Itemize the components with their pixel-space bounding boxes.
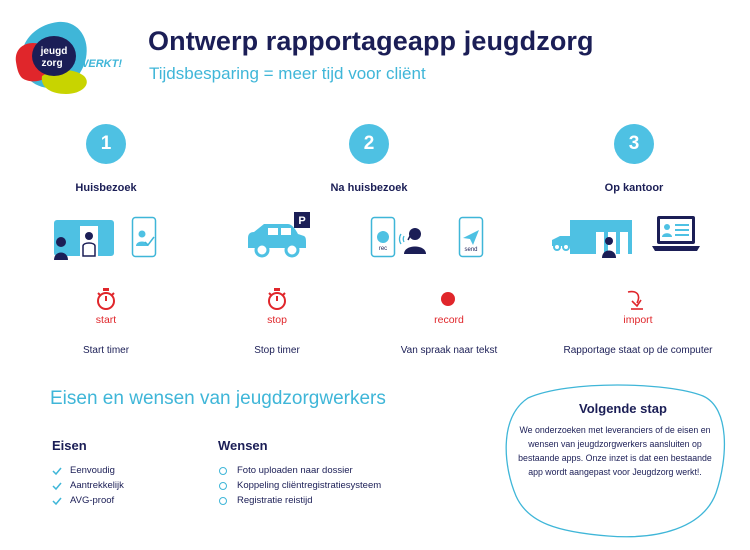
action-record-description: Van spraak naar tekst bbox=[400, 345, 498, 356]
page-title: Ontwerp rapportageapp jeugdzorg bbox=[148, 26, 594, 56]
circle-bullet-icon bbox=[219, 467, 227, 475]
parking-sign-label: P bbox=[298, 215, 306, 227]
action-record-label: record bbox=[434, 314, 464, 326]
list-item bbox=[219, 478, 381, 493]
action-import-label: import bbox=[623, 314, 653, 326]
eisen-item-label: Aantrekkelijk bbox=[70, 480, 124, 491]
next-step-title: Volgende stap bbox=[579, 401, 667, 416]
step-2-title: Na huisbezoek bbox=[330, 182, 408, 194]
eisen-item-label: Eenvoudig bbox=[70, 465, 115, 476]
eisen-list bbox=[52, 463, 124, 508]
phone-approve-icon bbox=[131, 216, 157, 258]
list-item bbox=[52, 493, 124, 508]
wensen-item-label: Koppeling cliëntregistratiesysteem bbox=[237, 480, 382, 491]
page-subtitle: Tijdsbesparing = meer tijd voor cliënt bbox=[149, 64, 426, 83]
stopwatch-icon bbox=[95, 287, 117, 311]
speaking-person-icon bbox=[398, 220, 428, 256]
check-icon bbox=[52, 496, 62, 506]
step-3-number: 3 bbox=[614, 124, 654, 164]
step-3-title: Op kantoor bbox=[604, 182, 664, 194]
eisen-item-label: AVG-proof bbox=[70, 495, 115, 506]
home-visit-icon bbox=[50, 216, 116, 260]
step-1-number: 1 bbox=[86, 124, 126, 164]
wensen-item-label: Foto uploaden naar dossier bbox=[237, 465, 353, 476]
next-step-text: We onderzoeken met leveranciers of de eisen en wensen van jeugdzorgwerkers aansluiten op bestaande apps. Onze inzet is dat een bestaande app wordt aangepast voor Jeugdzorg werkt!. bbox=[518, 425, 712, 477]
list-item bbox=[219, 463, 381, 478]
circle-bullet-icon bbox=[219, 497, 227, 505]
list-item bbox=[219, 493, 381, 508]
list-item bbox=[52, 478, 124, 493]
action-stop-description: Stop timer bbox=[254, 345, 300, 356]
logo-line1: jeugd bbox=[40, 46, 68, 57]
action-stop-label: stop bbox=[267, 314, 287, 326]
jeugdzorg-werkt-logo bbox=[8, 18, 128, 98]
step-2-number: 2 bbox=[349, 124, 389, 164]
circle-bullet-icon bbox=[219, 482, 227, 490]
eisen-heading: Eisen bbox=[52, 438, 87, 453]
phone-send-icon bbox=[458, 216, 484, 258]
laptop-icon bbox=[651, 214, 701, 254]
wensen-heading: Wensen bbox=[218, 438, 268, 453]
logo-line2: zorg bbox=[41, 58, 63, 69]
record-dot-icon bbox=[440, 291, 456, 307]
requirements-heading: Eisen en wensen van jeugdzorgwerkers bbox=[50, 388, 386, 409]
office-building-icon bbox=[550, 214, 636, 260]
send-label: send bbox=[464, 247, 478, 253]
action-start-label: start bbox=[95, 314, 117, 326]
action-import-description: Rapportage staat op de computer bbox=[563, 345, 713, 356]
phone-rec-icon bbox=[370, 216, 396, 258]
list-item bbox=[52, 463, 124, 478]
car-icon bbox=[244, 210, 312, 260]
step-1-title: Huisbezoek bbox=[75, 182, 137, 194]
stopwatch-icon bbox=[266, 287, 288, 311]
check-icon bbox=[52, 481, 62, 491]
import-arrow-icon bbox=[625, 289, 645, 311]
check-icon bbox=[52, 466, 62, 476]
action-start-description: Start timer bbox=[82, 345, 130, 356]
rec-label: rec bbox=[378, 246, 388, 252]
wensen-list bbox=[219, 463, 381, 508]
logo-tag: WERKT! bbox=[78, 58, 122, 70]
wensen-item-label: Registratie reistijd bbox=[237, 495, 313, 506]
